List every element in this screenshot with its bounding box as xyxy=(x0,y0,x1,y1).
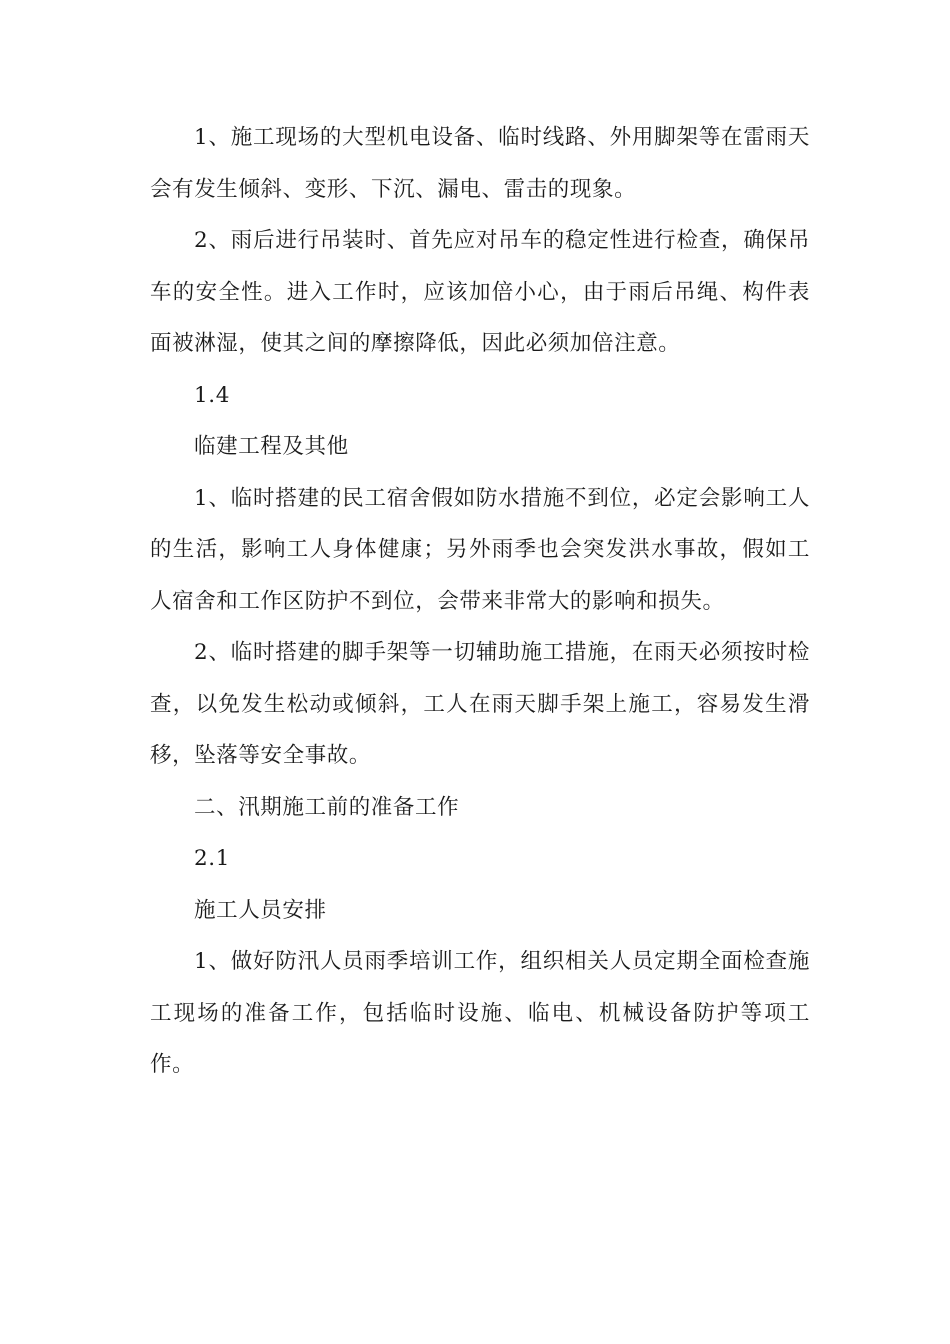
document-body xyxy=(150,112,810,1091)
paragraph-scaffolding-check: 2、临时搭建的脚手架等一切辅助施工措施，在雨天必须按时检查，以免发生松动或倾斜，工人在雨天脚手架上施工，容易发生滑移，坠落等安全事故。 xyxy=(150,640,810,768)
paragraph-hoisting-after-rain: 2、雨后进行吊装时、首先应对吊车的稳定性进行检查，确保吊车的安全性。进入工作时，应该加倍小心，由于雨后吊绳、构件表面被淋湿，使其之间的摩擦降低，因此必须加倍注意。 xyxy=(150,228,810,356)
paragraph-worker-dormitory: 1、临时搭建的民工宿舍假如防水措施不到位，必定会影响工人的生活，影响工人身体健康；另外雨季也会突发洪水事故，假如工人宿舍和工作区防护不到位，会带来非常大的影响和损失。 xyxy=(150,485,810,614)
paragraph-flood-training: 1、做好防汛人员雨季培训工作，组织相关人员定期全面检查施工现场的准备工作，包括临时设施、临电、机械设备防护等项工作。 xyxy=(150,949,810,1077)
section-heading-staffing: 施工人员安排 xyxy=(194,897,327,923)
paragraph-lightning-hazards: 1、施工现场的大型机电设备、临时线路、外用脚架等在雷雨天会有发生倾斜、变形、下沉、漏电、雷击的现象。 xyxy=(150,125,810,202)
section-heading-temporary-works: 临建工程及其他 xyxy=(194,434,349,459)
chapter-heading-flood-preparation: 二、汛期施工前的准备工作 xyxy=(194,794,460,820)
section-number-2-1: 2.1 xyxy=(194,846,230,871)
section-number-1-4: 1.4 xyxy=(194,382,230,408)
